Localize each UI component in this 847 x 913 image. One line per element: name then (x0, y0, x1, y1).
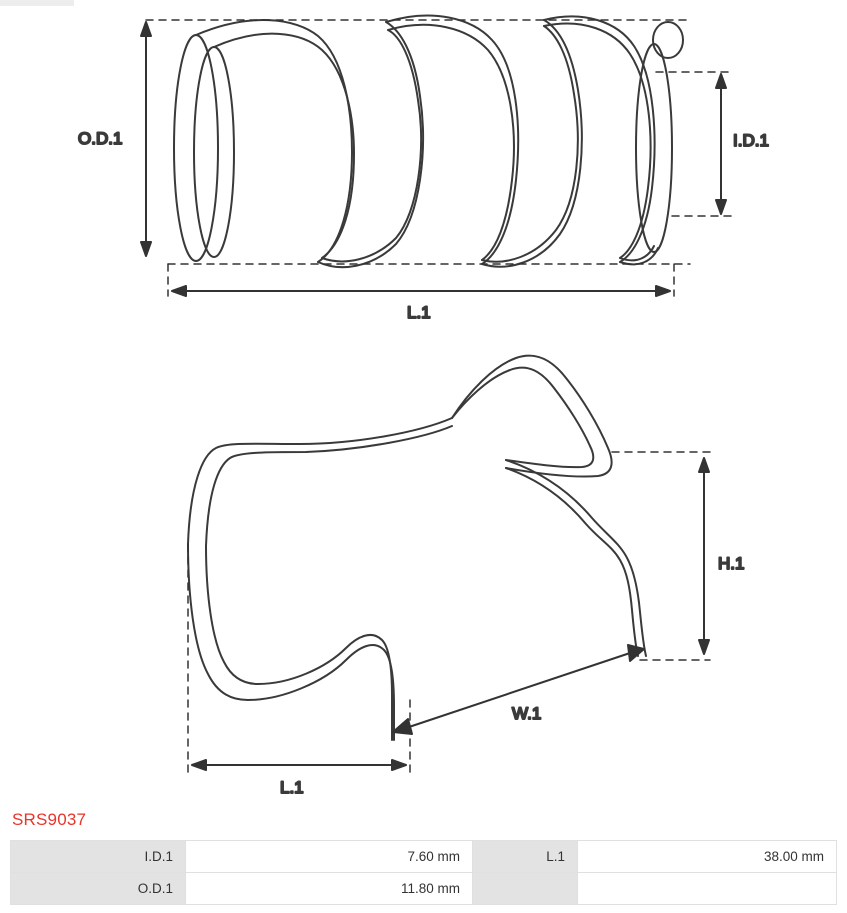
specifications-table (10, 840, 837, 905)
part-code: SRS9037 (12, 810, 87, 829)
spec-value-l1: 38.00 mm (578, 841, 837, 873)
label-h1: H.1 (718, 554, 745, 573)
spec-label-l1: L.1 (473, 841, 578, 873)
spec-label-od1: O.D.1 (11, 873, 186, 905)
table-row (11, 873, 837, 905)
wire-clip-drawing (188, 356, 744, 797)
spec-value-empty (578, 873, 837, 905)
label-w1: W.1 (512, 704, 542, 723)
coil-spring-drawing (78, 16, 769, 322)
label-l1-top: L.1 (407, 303, 431, 322)
table-row (11, 841, 837, 873)
spec-value-id1: 7.60 mm (186, 841, 473, 873)
spec-value-od1: 11.80 mm (186, 873, 473, 905)
label-od1: O.D.1 (78, 129, 123, 148)
spec-label-id1: I.D.1 (11, 841, 186, 873)
label-id1: I.D.1 (733, 131, 769, 150)
spec-label-empty (473, 873, 578, 905)
label-l1-bottom: L.1 (280, 778, 304, 797)
